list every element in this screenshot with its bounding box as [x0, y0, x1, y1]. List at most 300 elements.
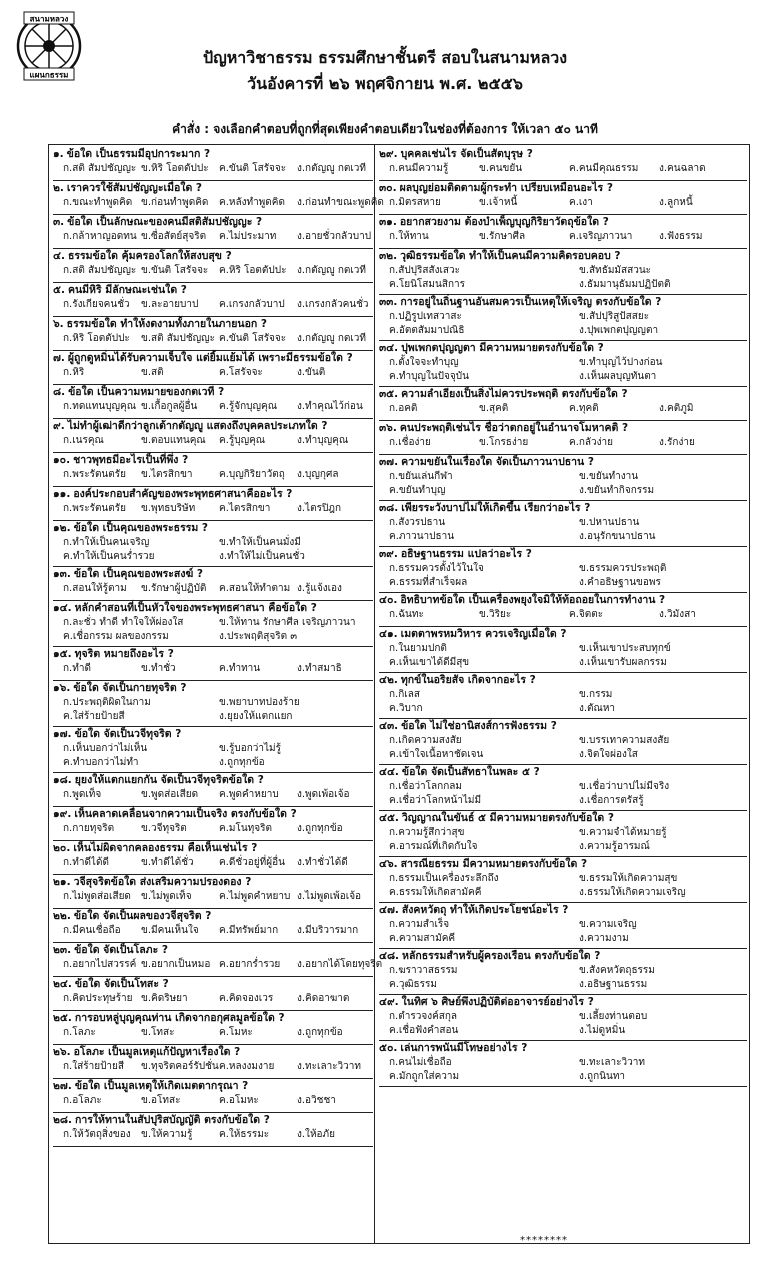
answer-option[interactable]: ค.ไตรสิกขา: [219, 503, 271, 514]
question-text: [379, 593, 665, 607]
answer-option[interactable]: ง.กตัญญู กตเวที: [297, 163, 367, 174]
answer-option[interactable]: ค.อยากร่ำรวย: [219, 959, 281, 970]
answer-option[interactable]: ค.วิบาก: [389, 703, 423, 714]
answer-option[interactable]: ข.เจ้าหนี้: [479, 197, 518, 208]
answer-option[interactable]: ข.อโทสะ: [141, 1095, 181, 1106]
answer-option[interactable]: ข.ความจำได้หมายรู้: [579, 827, 667, 838]
question-item: [53, 807, 373, 841]
answer-option[interactable]: ง.ถูกทุกข้อ: [297, 1027, 343, 1038]
answer-option[interactable]: ก.ขยันเล่นกีฬา: [389, 471, 453, 482]
answer-option[interactable]: ง.อนุรักขนาปธาน: [579, 531, 656, 542]
answer-option[interactable]: ข.ธรรมควรประพฤติ: [579, 563, 667, 574]
answer-option[interactable]: ข.พูดส่อเสียด: [141, 789, 199, 800]
answer-option[interactable]: ก.สังวรปธาน: [389, 517, 446, 528]
answer-option[interactable]: ง.ประพฤติสุจริต ๓: [219, 631, 298, 642]
answer-option[interactable]: ค.ทำทาน: [219, 663, 261, 674]
question-text: [379, 455, 594, 469]
question-item: [379, 673, 747, 719]
answer-option[interactable]: ง.เชื่อการตรัสรู้: [579, 795, 644, 806]
answer-option[interactable]: ข.ตอบแทนคุณ: [141, 435, 206, 446]
answer-option[interactable]: ข.ก่อนทำพูดคิด: [141, 197, 209, 208]
answer-option[interactable]: ก.เกิดความสงสัย: [389, 735, 462, 746]
answer-option[interactable]: ข.รักษาศีล: [479, 231, 526, 242]
question-item: [379, 547, 747, 593]
answer-option[interactable]: ข.โทสะ: [141, 1027, 175, 1038]
question-item: [379, 421, 747, 455]
question-item: [53, 453, 373, 487]
answer-option[interactable]: ข.รู้บอกว่าไม่รู้: [219, 743, 282, 754]
question-text: [53, 283, 187, 297]
answer-option[interactable]: ก.ตำรวจงค์สกุล: [389, 1011, 458, 1022]
question-text: [53, 681, 187, 695]
question-number: ๘.: [53, 386, 66, 398]
answer-option[interactable]: ค.กลัวง่าย: [569, 437, 614, 448]
answer-option[interactable]: ข.สังคหวัตถุธรรม: [579, 965, 655, 976]
answer-option[interactable]: ง.เกรงกลัวคนชั่ว: [297, 299, 369, 310]
answer-option[interactable]: ข.สัทธัมมัสสวนะ: [579, 265, 652, 276]
question-text: [53, 521, 208, 535]
answer-option[interactable]: ค.อารมณ์ที่เกิดกับใจ: [389, 841, 478, 852]
answer-option[interactable]: ง.อายชั่วกลัวบาป: [297, 231, 372, 242]
answer-option[interactable]: ก.อคติ: [389, 403, 418, 414]
answer-option[interactable]: ค.หลังทำพูดคิด: [219, 197, 285, 208]
question-label: เมตตาพรหมวิหาร ควรเจริญเมื่อใด ?: [400, 628, 567, 640]
answer-option[interactable]: ง.ขยันทำกิจกรรม: [579, 485, 655, 496]
logo-text-top: สนามหลวง: [29, 14, 69, 24]
answer-option[interactable]: ข.สุคติ: [479, 403, 509, 414]
answer-option[interactable]: ง.กตัญญู กตเวที: [297, 333, 367, 344]
answer-option[interactable]: ค.เข้าใจเนื้อหาชัดเจน: [389, 749, 484, 760]
question-text: [379, 215, 609, 229]
answer-option[interactable]: ข.ความเจริญ: [579, 919, 637, 930]
answer-option[interactable]: ค.เงา: [569, 197, 593, 208]
question-text: [379, 857, 587, 871]
question-number: ๓๘.: [379, 502, 399, 514]
question-label: สังคหวัตถุ ทำให้เกิดประโยชน์อะไร ?: [401, 904, 569, 916]
answer-option[interactable]: ก.อโลภะ: [63, 1095, 102, 1106]
answer-option[interactable]: ข.คนขยัน: [479, 163, 523, 174]
column-divider: [374, 145, 375, 1243]
question-label: อิทธิบาทข้อใด เป็นเครื่องพยุงใจมิให้ท้อถอยในการทำงาน ?: [400, 594, 666, 606]
answer-option[interactable]: ง.ขันติ: [297, 367, 326, 378]
answer-option[interactable]: ค.คนมีคุณธรรม: [569, 163, 639, 174]
answer-option[interactable]: ง.ปุพเพกตปุญญตา: [579, 325, 659, 336]
question-number: ๒๓.: [53, 944, 72, 956]
answer-option[interactable]: ค.หลงงมงาย: [219, 1061, 275, 1072]
question-number: ๑๕.: [53, 648, 72, 660]
answer-option[interactable]: ง.ทำให้ไม่เป็นคนชั่ว: [219, 551, 305, 562]
answer-option[interactable]: ข.สติ: [141, 367, 164, 378]
answer-option[interactable]: ค.ภาวนาปธาน: [389, 531, 455, 542]
answer-option[interactable]: ก.สัปปุริสสังเสวะ: [389, 265, 461, 276]
question-text: [53, 875, 251, 889]
answer-option[interactable]: ง.ทำคุณไว้ก่อน: [297, 401, 363, 412]
question-number: ๓๗.: [379, 456, 399, 468]
answer-option[interactable]: ง.ความรู้อารมณ์: [579, 841, 650, 852]
answer-option[interactable]: ข.กรรม: [579, 689, 613, 700]
answer-option[interactable]: ง.ถูกทุกข้อ: [219, 757, 265, 768]
answer-option[interactable]: ค.สอนให้ทำตาม: [219, 583, 291, 594]
answer-option[interactable]: ก.ตั้งใจจะทำบุญ: [389, 357, 459, 368]
answer-option[interactable]: ค.ความสามัคคี: [389, 933, 456, 944]
question-item: [53, 681, 373, 727]
answer-option[interactable]: ค.โมหะ: [219, 1027, 253, 1038]
answer-option[interactable]: ข.ให้ความรู้: [141, 1129, 193, 1140]
answer-option[interactable]: ก.พระรัตนตรัย: [63, 469, 126, 480]
question-text: [379, 341, 604, 355]
answer-option[interactable]: ก.สติ สัมปชัญญะ: [63, 163, 137, 174]
question-label: เพียรระวังบาปไม่ให้เกิดขึ้น เรียกว่าอะไร ?: [401, 502, 591, 514]
instruction-text: คำสั่ง : จงเลือกคำตอบที่ถูกที่สุดเพียงคำตอบเดียวในช่องที่ต้องการ ให้เวลา ๕๐ นาที: [172, 122, 598, 136]
question-number: ๒๘.: [53, 1114, 73, 1126]
answer-option[interactable]: ข.บรรเทาความสงสัย: [579, 735, 670, 746]
question-label: อยากสวยงาม ต้องบำเพ็ญบุญกิริยาวัตถุข้อใด ?: [399, 216, 609, 228]
question-text: [379, 1041, 527, 1055]
answer-option[interactable]: ค.ทำบุญในปัจจุบัน: [389, 371, 469, 382]
answer-option[interactable]: ง.เห็นผลบุญทันตา: [579, 371, 657, 382]
answer-option[interactable]: ก.ธรรมเป็นเครื่องระลึกถึง: [389, 873, 499, 884]
answer-option[interactable]: ค.ทุคติ: [569, 403, 599, 414]
answer-option[interactable]: ก.กิเลส: [389, 689, 420, 700]
answer-option[interactable]: ค.หิริ โอตตัปปะ: [219, 265, 287, 276]
answer-option[interactable]: ง.อยากได้โดยทุจริต: [297, 959, 383, 970]
answer-option[interactable]: ก.หิริ โอตตัปปะ: [63, 333, 130, 344]
answer-option[interactable]: ก.ประพฤติผิดในกาม: [63, 697, 151, 708]
answer-option[interactable]: ข.เห็นเขาประสบทุกข์: [579, 643, 671, 654]
answer-option[interactable]: ง.ถูกทุกข้อ: [297, 823, 343, 834]
answer-option[interactable]: ก.มีคนเชื่อถือ: [63, 925, 121, 936]
question-label: ข้อใด จัดเป็นโทสะ ?: [74, 978, 169, 990]
answer-option[interactable]: ก.ให้ทาน: [389, 231, 429, 242]
question-text: [53, 181, 202, 195]
question-label: ข้อใด จัดเป็นสัทธาในพละ ๕ ?: [401, 766, 540, 778]
answer-option[interactable]: ก.ไม่พูดส่อเสียด: [63, 891, 131, 902]
answer-option[interactable]: ง.ลูกหนี้: [659, 197, 693, 208]
answer-option[interactable]: ข.พุทธบริษัท: [141, 503, 196, 514]
answer-option[interactable]: ค.เชื่อว่าโลกหน้าไม่มี: [389, 795, 482, 806]
answer-option[interactable]: ก.รังเกียจคนชั่ว: [63, 299, 130, 310]
answer-option[interactable]: ก.ทำให้เป็นคนเจริญ: [63, 537, 150, 548]
question-item: [53, 147, 373, 181]
answer-option[interactable]: ง.ธรรมให้เกิดความเจริญ: [579, 887, 686, 898]
answer-option[interactable]: ก.ใส่ร้ายป้ายสี: [63, 1061, 124, 1072]
answer-option[interactable]: ง.ก่อนทำขณะพูดคิด: [297, 197, 384, 208]
question-label: ข้อใด เป็นมูลเหตุให้เกิดเมตตากรุณา ?: [74, 1080, 249, 1092]
answer-option[interactable]: ค.มโนทุจริต: [219, 823, 272, 834]
question-text: [53, 1045, 240, 1059]
answer-option[interactable]: ก.ให้วัตถุสิ่งของ: [63, 1129, 131, 1140]
answer-option[interactable]: ข.คิดริษยา: [141, 993, 188, 1004]
answer-option[interactable]: ก.ละชั่ว ทำดี ทำใจให้ผ่องใส: [63, 617, 184, 628]
answer-option[interactable]: ค.เกรงกลัวบาป: [219, 299, 285, 310]
question-number: ๑๙.: [53, 808, 72, 820]
answer-option[interactable]: ข.อยากเป็นหมอ: [141, 959, 211, 970]
answer-option[interactable]: ง.คติภูมิ: [659, 403, 694, 414]
question-text: [53, 601, 317, 615]
answer-option[interactable]: ค.คิดจองเวร: [219, 993, 274, 1004]
answer-option[interactable]: ง.ทำชั่วได้ดี: [297, 857, 348, 868]
answer-option[interactable]: ข.หิริ โอตตัปปะ: [141, 163, 209, 174]
question-text: [53, 841, 257, 855]
answer-option[interactable]: ก.กายทุจริต: [63, 823, 115, 834]
answer-option[interactable]: ก.ขณะทำพูดคิด: [63, 197, 133, 208]
question-number: ๓๔.: [379, 342, 399, 354]
answer-option[interactable]: ค.ทำบอกว่าไม่ทำ: [63, 757, 139, 768]
answer-option[interactable]: ก.คิดประทุษร้าย: [63, 993, 133, 1004]
question-text: [379, 627, 566, 641]
question-text: [379, 501, 590, 515]
question-text: [53, 1113, 270, 1127]
answer-option[interactable]: ข.ซื่อสัตย์สุจริต: [141, 231, 207, 242]
question-label: บุคคลเช่นไร จัดเป็นสัตบุรุษ ?: [400, 148, 533, 160]
answer-option[interactable]: ง.วิมังสา: [659, 609, 696, 620]
answer-option[interactable]: ค.เห็นเขาได้ดีมีสุข: [389, 657, 470, 668]
right-question-column: [379, 147, 747, 1087]
question-text: [53, 1079, 248, 1093]
answer-option[interactable]: ค.โยนิโสมนสิการ: [389, 279, 465, 290]
answer-option[interactable]: ข.วิริยะ: [479, 609, 512, 620]
answer-option[interactable]: ง.ทะเลาะวิวาท: [297, 1061, 361, 1072]
question-item: [379, 147, 747, 181]
question-number: ๑๐.: [53, 454, 71, 466]
answer-option[interactable]: ง.ถูกนินทา: [579, 1071, 626, 1082]
answer-option[interactable]: ค.ใส่ร้ายป้ายสี: [63, 711, 125, 722]
answer-option[interactable]: ข.ธรรมให้เกิดความสุข: [579, 873, 678, 884]
question-number: ๔๔.: [379, 766, 399, 778]
answer-option[interactable]: ง.รักง่าย: [659, 437, 695, 448]
answer-option[interactable]: ค.รู้จักบุญคุณ: [219, 401, 277, 412]
question-item: [53, 567, 373, 601]
answer-option[interactable]: ก.หิริ: [63, 367, 85, 378]
answer-option[interactable]: ง.อวิชชา: [297, 1095, 336, 1106]
answer-option[interactable]: ค.ธรรมให้เกิดสามัคคี: [389, 887, 482, 898]
answer-option[interactable]: ก.ปฏิรูปเทสวาสะ: [389, 311, 462, 322]
answer-option[interactable]: ข.ให้ทาน รักษาศีล เจริญภาวนา: [219, 617, 356, 628]
answer-option[interactable]: ค.โสรัจจะ: [219, 367, 263, 378]
question-label: ยุยงให้แตกแยกกัน จัดเป็นวจีทุจริตข้อใด ?: [74, 774, 264, 786]
question-text: [379, 949, 600, 963]
question-label: องค์ประกอบสำคัญของพระพุทธศาสนาคืออะไร ?: [73, 488, 293, 500]
answer-option[interactable]: ก.คนมีความรู้: [389, 163, 449, 174]
answer-option[interactable]: ก.พระรัตนตรัย: [63, 503, 126, 514]
question-label: ข้อใด เป็นคุณของพระธรรม ?: [73, 522, 209, 534]
answer-option[interactable]: ค.บุญกิริยาวัตถุ: [219, 469, 285, 480]
question-text: [379, 249, 621, 263]
question-text: [53, 249, 232, 263]
answer-option[interactable]: ก.กล้าหาญอดทน: [63, 231, 137, 242]
answer-option[interactable]: ง.บุญกุศล: [297, 469, 339, 480]
answer-option[interactable]: ก.พูดเท็จ: [63, 789, 102, 800]
answer-option[interactable]: ค.ขันติ โสรัจจะ: [219, 163, 287, 174]
question-number: ๔๖.: [379, 858, 398, 870]
question-text: [53, 351, 353, 365]
question-label: ข้อใด ไม่ใช่อานิสงส์การฟังธรรม ?: [401, 720, 557, 732]
question-text: [53, 977, 169, 991]
answer-option[interactable]: ข.ทำดีได้ชั่ว: [141, 857, 194, 868]
answer-option[interactable]: ก.ความรู้สึกว่าสุข: [389, 827, 465, 838]
answer-option[interactable]: ก.ธรรมควรตั้งไว้ในใจ: [389, 563, 484, 574]
answer-option[interactable]: ค.มีทรัพย์มาก: [219, 925, 279, 936]
answer-option[interactable]: ก.ทำดีได้ดี: [63, 857, 109, 868]
answer-option[interactable]: ค.เชื่อฟังคำสอน: [389, 1025, 459, 1036]
question-number: ๖.: [53, 318, 64, 330]
answer-option[interactable]: ง.ธัมมานุธัมมปฏิปัตติ: [579, 279, 671, 290]
question-text: [379, 673, 536, 687]
question-text: [379, 719, 557, 733]
question-item: [53, 841, 373, 875]
question-item: [53, 1113, 373, 1147]
question-number: ๑๓.: [53, 568, 71, 580]
answer-option[interactable]: ค.พูดคำหยาบ: [219, 789, 279, 800]
answer-option[interactable]: ก.ความสำเร็จ: [389, 919, 450, 930]
answer-option[interactable]: ง.ไตรปิฎก: [297, 503, 342, 514]
answer-option[interactable]: ข.ทะเลาะวิวาท: [579, 1057, 645, 1068]
answer-option[interactable]: ข.รักษาผู้ปฏิบัติ: [141, 583, 207, 594]
question-item: [53, 1045, 373, 1079]
question-number: ๓๑.: [379, 216, 397, 228]
answer-option[interactable]: ง.ไม่ดูหมิ่น: [579, 1025, 626, 1036]
answer-option[interactable]: ง.รู้แจ้งเอง: [297, 583, 342, 594]
question-label: ข้อใด จัดเป็นผลของวจีสุจริต ?: [73, 910, 212, 922]
question-number: ๓๒.: [379, 250, 398, 262]
answer-option[interactable]: ข.ขยันทำงาน: [579, 471, 639, 482]
answer-option[interactable]: ง.คิดอาฆาต: [297, 993, 350, 1004]
question-item: [379, 181, 747, 215]
answer-option[interactable]: ก.เนรคุณ: [63, 435, 104, 446]
answer-option[interactable]: ข.วจีทุจริต: [141, 823, 187, 834]
answer-option[interactable]: ค.เจริญภาวนา: [569, 231, 633, 242]
answer-option[interactable]: ง.เห็นเขารับผลกรรม: [579, 657, 667, 668]
answer-option[interactable]: ข.ละอายบาป: [141, 299, 199, 310]
answer-option[interactable]: ง.พูดเพ้อเจ้อ: [297, 789, 350, 800]
question-item: [53, 977, 373, 1011]
answer-option[interactable]: ค.ดีชั่วอยู่ที่ผู้อื่น: [219, 857, 285, 868]
answer-option[interactable]: ค.ขยันทำบุญ: [389, 485, 446, 496]
answer-option[interactable]: ง.ยุยงให้แตกแยก: [219, 711, 293, 722]
answer-option[interactable]: ง.มีบริวารมาก: [297, 925, 359, 936]
answer-option[interactable]: ค.จิตตะ: [569, 609, 604, 620]
answer-option[interactable]: ข.ทำชั่ว: [141, 663, 176, 674]
question-number: ๑๒.: [53, 522, 71, 534]
question-label: คนประพฤติเช่นไร ชื่อว่าตกอยู่ในอำนาจโมหาคติ ?: [399, 422, 629, 434]
answer-option[interactable]: ค.ไม่ประมาท: [219, 231, 277, 242]
question-text: [379, 547, 532, 561]
answer-option[interactable]: ข.พยาบาทปองร้าย: [219, 697, 300, 708]
question-text: [53, 909, 211, 923]
answer-option[interactable]: ก.เชื่อง่าย: [389, 437, 431, 448]
question-text: [379, 147, 533, 161]
question-number: ๒๙.: [379, 148, 398, 160]
answer-option[interactable]: ค.รู้บุญคุณ: [219, 435, 266, 446]
answer-option[interactable]: ง.คนฉลาด: [659, 163, 706, 174]
answer-option[interactable]: ง.กตัญญู กตเวที: [297, 265, 367, 276]
question-item: [379, 903, 747, 949]
answer-option[interactable]: ก.ทำดี: [63, 663, 91, 674]
answer-option[interactable]: ก.อยากไปสวรรค์: [63, 959, 137, 970]
question-item: [53, 249, 373, 283]
answer-option[interactable]: ง.ทำบุญคุณ: [297, 435, 349, 446]
answer-option[interactable]: ค.อโมหะ: [219, 1095, 259, 1106]
question-text: [53, 419, 327, 433]
answer-option[interactable]: ข.เกื้อกูลผู้อื่น: [141, 401, 198, 412]
answer-option[interactable]: ก.ในยามปกติ: [389, 643, 447, 654]
answer-option[interactable]: ก.มิตรสหาย: [389, 197, 441, 208]
question-label: ธรรมข้อใด ทำให้งดงามทั้งภายในภายนอก ?: [66, 318, 267, 330]
question-item: [53, 283, 373, 317]
answer-option[interactable]: ง.ทำสมาธิ: [297, 663, 342, 674]
question-number: ๗.: [53, 352, 65, 364]
question-text: [53, 215, 262, 229]
answer-option[interactable]: ข.เลี้ยงท่านตอบ: [579, 1011, 648, 1022]
question-text: [379, 995, 594, 1009]
answer-option[interactable]: ข.ทุจริตคอร์รัปชั่น: [141, 1061, 219, 1072]
answer-option[interactable]: ง.ให้อภัย: [297, 1129, 335, 1140]
question-item: [53, 317, 373, 351]
question-number: ๙.: [53, 420, 65, 432]
exam-title: ปัญหาวิชาธรรม ธรรมศึกษาชั้นตรี สอบในสนามหลวง: [202, 48, 568, 67]
answer-option[interactable]: ก.ฆราวาสธรรม: [389, 965, 458, 976]
answer-option[interactable]: ข.ไตรสิกขา: [141, 469, 193, 480]
left-question-column: [53, 147, 384, 1147]
question-item: [53, 773, 373, 807]
question-number: ๔๙.: [379, 996, 399, 1008]
answer-option[interactable]: ก.เชื่อว่าโลกกลม: [389, 781, 463, 792]
answer-option[interactable]: ค.วุฒิธรรม: [389, 979, 437, 990]
answer-option[interactable]: ข.ไม่พูดเท็จ: [141, 891, 192, 902]
answer-option[interactable]: ก.เห็นบอกว่าไม่เห็น: [63, 743, 148, 754]
answer-option[interactable]: ก.คนไม่เชื่อถือ: [389, 1057, 452, 1068]
question-label: หลักคำสอนที่เป็นหัวใจของพระพุทธศาสนา คือข้อใด ?: [74, 602, 317, 614]
answer-option[interactable]: ง.อธิษฐานธรรม: [579, 979, 648, 990]
answer-option[interactable]: ก.สอนให้รู้ตาม: [63, 583, 127, 594]
answer-option[interactable]: ก.โลภะ: [63, 1027, 96, 1038]
answer-option[interactable]: ข.โกรธง่าย: [479, 437, 529, 448]
answer-option[interactable]: ค.อัตตสัมมาปณิธิ: [389, 325, 465, 336]
question-number: ๒๗.: [53, 1080, 72, 1092]
answer-option[interactable]: ก.ทดแทนบุญคุณ: [63, 401, 137, 412]
answer-option[interactable]: ข.ทำให้เป็นคนมั่งมี: [219, 537, 301, 548]
answer-option[interactable]: ข.ทำบุญไว้ปางก่อน: [579, 357, 663, 368]
question-number: ๔๘.: [379, 950, 400, 962]
question-text: [53, 567, 203, 581]
answer-option[interactable]: ง.ตัณหา: [579, 703, 616, 714]
answer-option[interactable]: ง.ฟังธรรม: [659, 231, 703, 242]
answer-option[interactable]: ก.สติ สัมปชัญญะ: [63, 265, 137, 276]
answer-option[interactable]: ค.ให้ธรรมะ: [219, 1129, 270, 1140]
answer-option[interactable]: ข.สัปปุริสูปัสสยะ: [579, 311, 650, 322]
question-number: ๓๖.: [379, 422, 397, 434]
answer-option[interactable]: ข.มีคนเห็นใจ: [141, 925, 199, 936]
answer-option[interactable]: ค.มักถูกใส่ความ: [389, 1071, 460, 1082]
answer-option[interactable]: ค.ทำให้เป็นคนร่ำรวย: [63, 551, 155, 562]
answer-option[interactable]: ง.ไม่พูดเพ้อเจ้อ: [297, 891, 362, 902]
answer-option[interactable]: ข.ปหานปธาน: [579, 517, 640, 528]
answer-option[interactable]: ค.เชื่อกรรม ผลของกรรม: [63, 631, 169, 642]
answer-option[interactable]: ข.ขันติ โสรัจจะ: [141, 265, 209, 276]
question-text: [53, 647, 174, 661]
answer-option[interactable]: ข.สติ สัมปชัญญะ: [141, 333, 216, 344]
answer-option[interactable]: ง.คำอธิษฐานขอพร: [579, 577, 661, 588]
answer-option[interactable]: ก.ฉันทะ: [389, 609, 424, 620]
answer-option[interactable]: ค.ธรรมที่สำเร็จผล: [389, 577, 468, 588]
question-text: [53, 773, 264, 787]
answer-option[interactable]: ค.ไม่พูดคำหยาบ: [219, 891, 291, 902]
answer-option[interactable]: ค.ขันติ โสรัจจะ: [219, 333, 287, 344]
question-label: เราควรใช้สัมปชัญญะเมื่อใด ?: [66, 182, 203, 194]
answer-option[interactable]: ข.เชื่อว่าบาปไม่มีจริง: [579, 781, 670, 792]
answer-option[interactable]: ง.ความงาม: [579, 933, 629, 944]
answer-option[interactable]: ง.จิตใจผ่องใส: [579, 749, 638, 760]
